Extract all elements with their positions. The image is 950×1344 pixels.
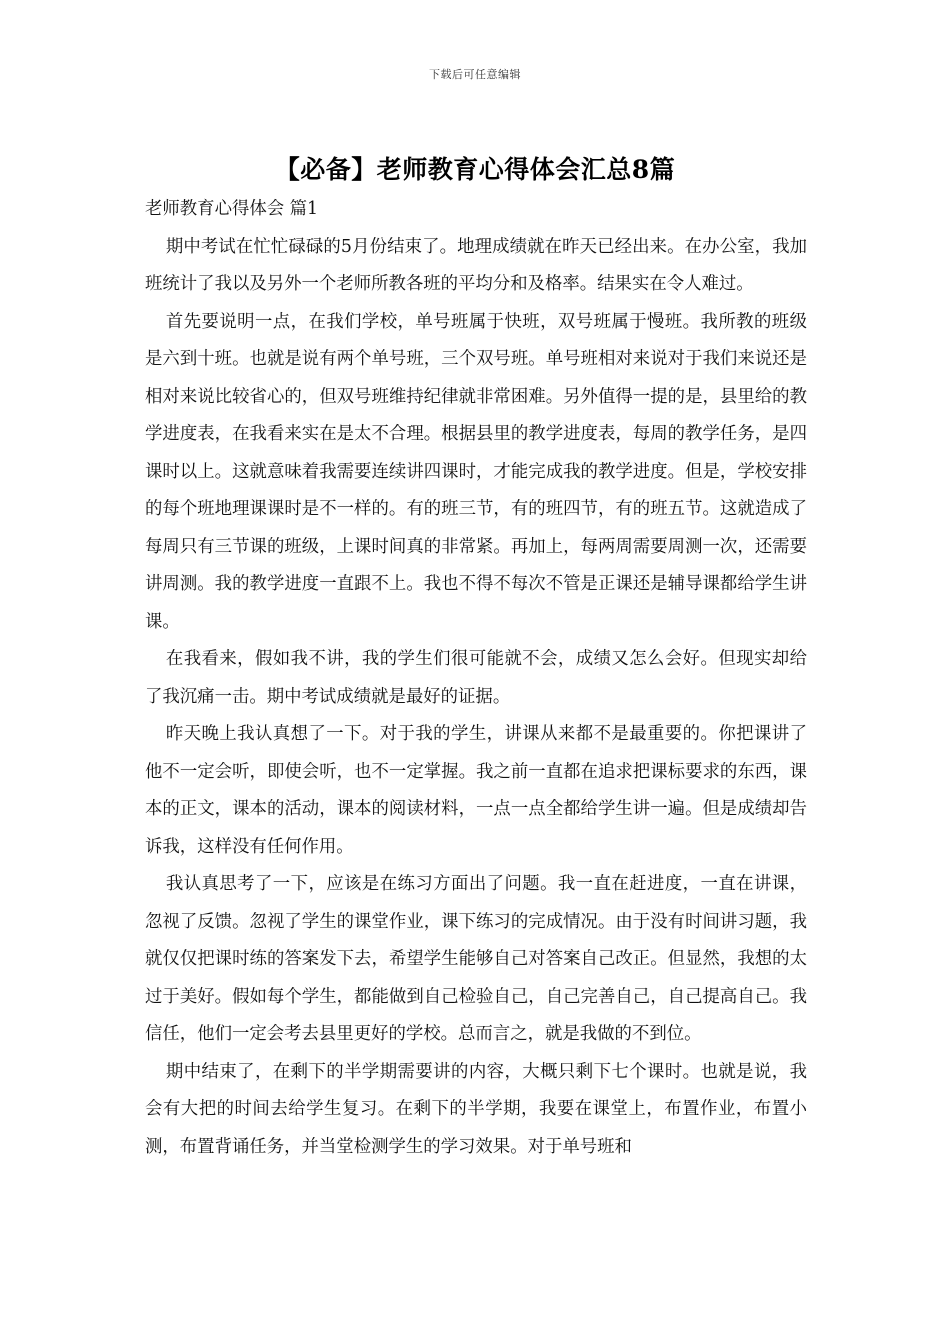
- document-title: 【必备】老师教育心得体会汇总8篇: [274, 155, 676, 184]
- paragraph-3: 在我看来，假如我不讲，我的学生们很可能就不会，成绩又怎么会好。但现实却给了我沉痛一击。期中考试成绩就是最好的证据。: [145, 649, 807, 707]
- paragraph-5: 我认真思考了一下，应该是在练习方面出了问题。我一直在赶进度，一直在讲课，忽视了反馈。忽视了学生的课堂作业，课下练习的完成情况。由于没有时间讲习题，我就仅仅把课时练的答案发下去，希望学生能够自己对答案自己改正。但显然，我想的太过于美好。假如每个学生，都能做到自己检验自己，自己完善自己，自己提高自己。我信任，他们一定会考去县里更好的学校。总而言之，就是我做的不到位。: [145, 874, 807, 1044]
- paragraph-6: 期中结束了，在剩下的半学期需要讲的内容，大概只剩下七个课时。也就是说，我会有大把的时间去给学生复习。在剩下的半学期，我要在课堂上，布置作业，布置小测，布置背诵任务，并当堂检测学生的学习效果。对于单号班和: [145, 1061, 807, 1157]
- section-subtitle: 老师教育心得体会 篇1: [145, 199, 319, 219]
- paragraph-1: 期中考试在忙忙碌碌的5月份结束了。地理成绩就在昨天已经出来。在办公室，我加班统计了我以及另外一个老师所教各班的平均分和及格率。结果实在令人难过。: [145, 236, 807, 294]
- paragraph-4: 昨天晚上我认真想了一下。对于我的学生，讲课从来都不是最重要的。你把课讲了他不一定会听，即使会听，也不一定掌握。我之前一直都在追求把课标要求的东西，课本的正文，课本的活动，课本的阅读材料，一点一点全都给学生讲一遍。但是成绩却告诉我，这样没有任何作用。: [145, 724, 807, 857]
- document-body: [145, 191, 807, 1166]
- page-header-note: 下载后可任意编辑: [429, 68, 521, 81]
- paragraph-2: 首先要说明一点，在我们学校，单号班属于快班，双号班属于慢班。我所教的班级是六到十班。也就是说有两个单号班，三个双号班。单号班相对来说对于我们来说还是相对来说比较省心的，但双号班维持纪律就非常困难。另外值得一提的是，县里给的教学进度表，在我看来实在是太不合理。根据县里的教学进度表，每周的教学任务，是四课时以上。这就意味着我需要连续讲四课时，才能完成我的教学进度。但是，学校安排的每个班地理课课时是不一样的。有的班三节，有的班四节，有的班五节。这就造成了每周只有三节课的班级，上课时间真的非常紧。再加上，每两周需要周测一次，还需要讲周测。我的教学进度一直跟不上。我也不得不每次不管是正课还是辅导课都给学生讲课。: [145, 311, 807, 632]
